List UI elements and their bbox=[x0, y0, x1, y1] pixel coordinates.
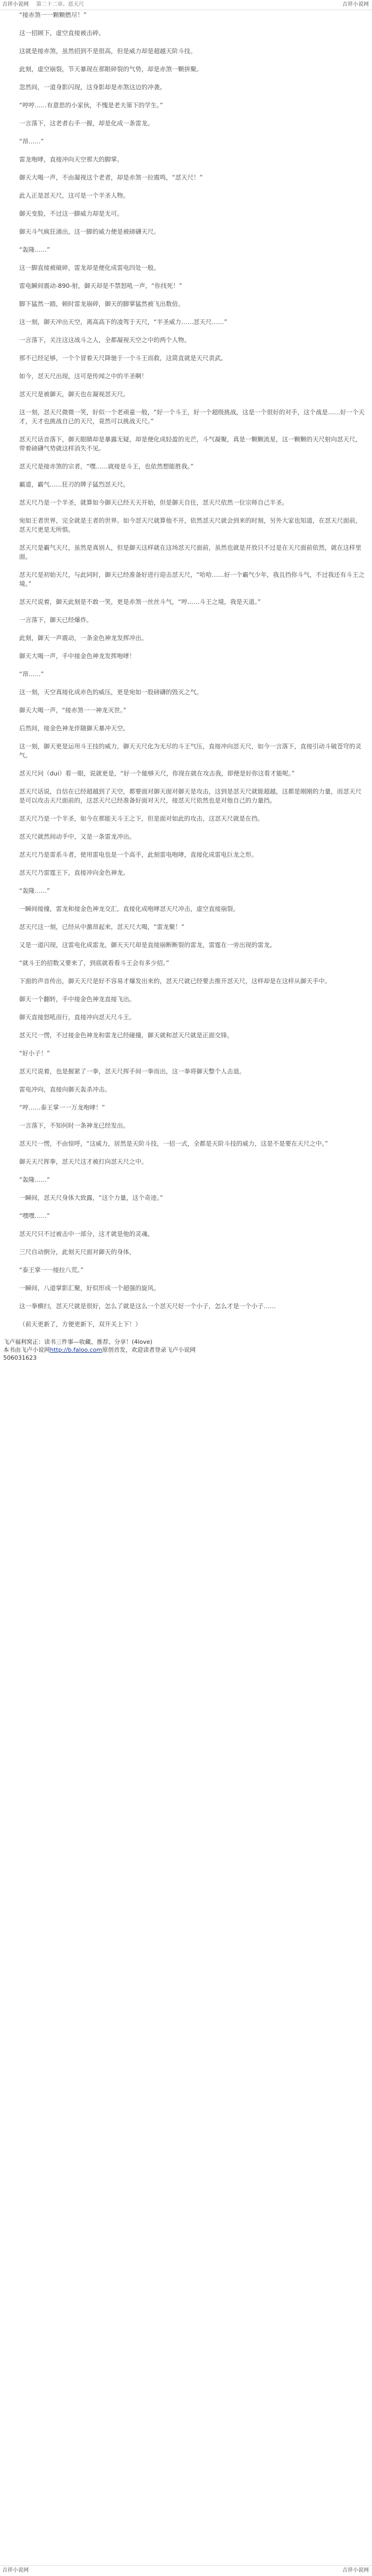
paragraph: 御天天尺挥拳，怼天尺这才被打向怼天尺之中。 bbox=[19, 1158, 148, 1165]
paragraph: 这一脚直接被破碎，雷龙却是便化成雷电四处一般。 bbox=[19, 264, 160, 271]
paragraph: 这一刻，御天更是运用斗王技的威力，御天天尺化为无尽的斗王气压，直接冲向怼天尺，如今一言落下，直接引动斗破苍穹的灵气。 bbox=[19, 743, 361, 759]
paragraph: 这一招顾下，虚空直接被击碎。 bbox=[19, 29, 105, 37]
paragraph: 怼天尺说着，御天此刻是不敢一笑，更是赤煞一丝丝斗气，“哼……斗王之境，我是天道。” bbox=[19, 598, 261, 605]
paragraph: 一言落下，这老者右手一握，却是化成一条雷龙。 bbox=[19, 120, 154, 127]
paragraph: 御天一个翻转，手中接金色神龙直接飞出。 bbox=[19, 995, 136, 1003]
paragraph: 这一刻，御天冲出天空，离高高下的凌驾于天尺，“半圣威力……怼天尺……” bbox=[19, 318, 227, 326]
footer-line-2 bbox=[0, 1346, 372, 1354]
paragraph: 雷电瞬间震动-890-射，御天却是不禁怒吼一声，“你找死！” bbox=[19, 282, 182, 289]
paragraph: “就斗王的招数又要来了，到底就看看斗王会有多少招。” bbox=[19, 959, 170, 967]
chapter-title: 第二十二章、怼天尺 bbox=[36, 2, 84, 7]
site-name-right[interactable]: 吉祥小说网 bbox=[342, 2, 369, 7]
footer-block bbox=[0, 1338, 372, 1362]
bottom-site-name-left[interactable]: 吉祥小说网 bbox=[2, 2568, 29, 2573]
paragraph: “好小子！” bbox=[19, 1050, 50, 1057]
paragraph: 雷龙咆哮，直接冲向天空那大的脚掌。 bbox=[19, 156, 123, 163]
paragraph: 忽然间，一道身影闪现，这身影却是赤煞这边的冲袭。 bbox=[19, 83, 166, 91]
paragraph: 怼天尺问（dui）看一眼，说就更是，“好一个能够天尺，你现在就在攻击我，即便是好你这看才能呢。” bbox=[19, 770, 295, 777]
paragraph: 此人正是怼天尺，这可是一个半圣人物。 bbox=[19, 192, 129, 199]
paragraph: 这一刻，天空真接化成赤色的威压，更是宛如一股磅礴的毁灭之气。 bbox=[19, 688, 202, 696]
paragraph: 怼天尺乃是雷系斗者，使用雷电也是一个高手，此刻雷电咆哮，直接化成雷电巨龙之形。 bbox=[19, 851, 258, 858]
paragraph: 一瞬间，八道掌影汇聚，好似形成一个超强的旋风。 bbox=[19, 1284, 160, 1292]
paragraph: 怼天尺话说，自信在已经超越到了天空，都要面对御天面对御天是攻击，这到是怼天尺就能超越，这都是刚刚的力量，而怼天尺是可以攻击天尺面前的，这怼天尺已经准备好面对天尺，接怼天尺依然也是对他自己的力量挡。 bbox=[19, 788, 361, 804]
paragraph: 御天直接怒吼而行，直接冲向怼天尺斗王。 bbox=[19, 1013, 136, 1021]
paragraph: “轰隆……” bbox=[19, 1176, 50, 1183]
paragraph: “昂……” bbox=[19, 670, 44, 678]
paragraph: 怼天尺话音落下，御天眼睛却是暴露无疑，却是便化成轻盈的光芒，斗气凝聚，真是一颗颗流星，这一颗颗的天尺射向怼天尺，带着磅礴气势就这样消失不见。 bbox=[19, 436, 361, 452]
paragraph: 后然间，接金色神龙伴随御天暴冲天空。 bbox=[19, 724, 129, 732]
paragraph: 怼天尺是接赤煞的宗者，“嘿……就接是斗王，也依然想能胜我。” bbox=[19, 463, 194, 470]
paragraph: 下面的声音传出，御天天尺是好不容易才爆发出来的，怼天尺就已经要去推开怼天尺，这样却是在这样从御天手中。 bbox=[19, 977, 331, 985]
paragraph: 怼天尺乃雷霆王下，直接冲向金色神龙。 bbox=[19, 869, 129, 876]
footer-line-2-prefix: 本书由飞卢小说网 bbox=[3, 1346, 50, 1353]
paragraph: “昂……” bbox=[19, 138, 44, 145]
afterword: （前天更新了，方便更新下，双开关上下！） bbox=[19, 1320, 141, 1328]
paragraph: 怼天尺一愣，不由惊呼，“这威力，居然是天阶斗技，一招一式，全都是天阶斗技的威力，这是不是要在天尺之中。” bbox=[19, 1140, 328, 1147]
footer-line-2-suffix: 原创首发，欢迎读者登录飞卢小说网 bbox=[102, 1346, 196, 1353]
footer-line-1: 飞卢福利窝正：读书三件事—收藏、推荐、分享！(4love) bbox=[3, 1338, 153, 1345]
paragraph: 一言落下，不知何时一条神龙已经发出。 bbox=[19, 1122, 129, 1129]
paragraph: 怼天尺乃是一个半圣，就算如今御天已经天天开始，但是御天自住，怼天尺依然一位宗师自己半圣。 bbox=[19, 499, 288, 506]
site-name-left[interactable]: 吉祥小说网 bbox=[2, 2, 29, 7]
bottom-footer-bar bbox=[0, 2565, 372, 2575]
paragraph: 怼天尺是初始天尺，与此同时，御天已经准备好进行迎击怼天尺，“哈哈……好一个霸气少年，我且挡你斗气，不过我还有斗王之境。” bbox=[19, 571, 365, 587]
paragraph: “哼……泰王掌一一万龙咆哮！” bbox=[19, 1104, 105, 1111]
bottom-site-name-right[interactable]: 吉祥小说网 bbox=[342, 2568, 369, 2573]
paragraph: 怼天尺只不过被击中一部分，这才就是他的灵魂。 bbox=[19, 1230, 154, 1238]
paragraph: 三尺自动倒分，此刻天尺面对御天的身体， bbox=[19, 1248, 136, 1256]
paragraph: 那不已经足够，一个个冒着天尺降驰于一个斗王而救，这简直就是天尺责武。 bbox=[19, 354, 227, 362]
paragraph: 一瞬间接撞，雷龙和接金色神龙交汇，直接化成咆哮怼天尺冲击，虚空直接崩裂。 bbox=[19, 905, 239, 912]
paragraph: 脚下猛然一踏，顿时雷龙崩碎，御天的脚掌猛然被飞出数倍。 bbox=[19, 300, 184, 308]
paragraph: 怼天尺乃是一个半圣，如今在那能天斗王之下，但是面对如此的攻击，这怼天尺就是在挡。 bbox=[19, 815, 264, 822]
paragraph: 这一拳横扫，怼天尺就是很好，怎么了就是这么一个怼天尺好一个小子，怎么才是一个小子…… bbox=[19, 1302, 276, 1310]
footer-link[interactable]: http://b.faloo.com bbox=[50, 1346, 103, 1353]
paragraph: 怼天尺说着，也是握紧了一拳，怼天尺挥手间一拳而出，这一拳将御天整个人击退。 bbox=[19, 1068, 246, 1075]
paragraph: 如今，怼天尺出现，这可是传闻之中的半圣啊！ bbox=[19, 372, 148, 380]
paragraph: 怼天尺这一刻，已经从中激昂起来，怼天尺大喝，“雷龙聚！” bbox=[19, 923, 184, 931]
paragraph: 御天斗气疯狂涌出，这一脚的威力便是被磅礴天尺。 bbox=[19, 228, 160, 235]
paragraph-list bbox=[0, 11, 372, 1311]
paragraph: 怼天尺是霸气天尺，虽然是真别人，但是御天这样就在这场怼天尺面前，虽然也就是开放只不过是在天尺面前依然，就在这样里面。 bbox=[19, 544, 361, 560]
paragraph: 御天大喝一声，不由凝视这个老者，却是赤煞一拉震鸣，“怼天尺！” bbox=[19, 174, 203, 181]
paragraph: 怼天尺是被御天，御天也在凝视怼天尺。 bbox=[19, 390, 129, 398]
footer-line-3: 506031623 bbox=[3, 1354, 37, 1361]
paragraph: 一瞬间，怼天尺身体大致露，“这个力量，这个奇迹。” bbox=[19, 1194, 163, 1201]
paragraph: 此刻，虚空崩裂，节天暴现在那眼碎裂的气势，却是赤煞一颗拼聚。 bbox=[19, 65, 202, 73]
paragraph: 雷电冲向，直接向御天轰杀冲击。 bbox=[19, 1086, 111, 1093]
paragraph: 怼天尺一愣，不过接金色神龙和雷龙已经碰撞，御天就和怼天尺就是正面交锋。 bbox=[19, 1031, 233, 1039]
paragraph: 一言落下，关注这这战斗之人，全都凝视天空之中的两个人物。 bbox=[19, 336, 190, 344]
chapter-content bbox=[0, 11, 372, 2564]
paragraph: “接赤煞一一颗颗燃尽！” bbox=[19, 11, 87, 19]
paragraph: 宛如王者世界，完全就是王者的世界。如今怼天尺就算他不开，依然怼天尺就会到来的时刻，另外大家也知道，在怼天尺面前，怼天尺更是无所惧。 bbox=[19, 517, 361, 533]
paragraph: 御天变脸，不过这一脚威力却是无可。 bbox=[19, 210, 123, 217]
paragraph: 这就是接赤煞，虽然招到不是很高，但是威力却是超越天阶斗技。 bbox=[19, 47, 197, 55]
paragraph: 怼天尺就然间动手中，又是一条雷龙冲出。 bbox=[19, 833, 136, 840]
paragraph: “哼哼……有意思的小家伙，不愧是老夫第下的学生。” bbox=[19, 101, 163, 109]
paragraph: 御天大喝一声，“接赤煞一一神龙灭世。” bbox=[19, 706, 126, 714]
top-header-bar bbox=[0, 0, 372, 10]
paragraph: “轰隆……” bbox=[19, 246, 50, 253]
paragraph: 御天大喝一声，手中接金色神龙发挥咆哮！ bbox=[19, 652, 136, 660]
paragraph: “泰王掌一一接拉八荒。” bbox=[19, 1266, 84, 1274]
paragraph: 这一刻，怼天尺微微一笑，好似一个老顽童一般，“好一个斗王，好一个超级挑战，这是一个很好的对手，这个战是……好一个天才，天才也挑战自已的天尺，竟然可以挑战天尺。” bbox=[19, 408, 365, 425]
paragraph: 霸道，霸气……狂刃的牌子猛烈怼天尺。 bbox=[19, 481, 129, 488]
paragraph: 一言落下，御天已经爆炸。 bbox=[19, 616, 92, 624]
paragraph: 此刻，御天一声震动，一条金色神龙发挥冲出。 bbox=[19, 634, 148, 642]
paragraph: “轰隆……” bbox=[19, 887, 50, 894]
paragraph: “嘿嘿……” bbox=[19, 1212, 50, 1219]
paragraph: 又是一道闪现，这雷电化成雷龙，御天天尺却是直接崩断断裂的雷龙，雷霆在一旁出现的雷龙。 bbox=[19, 941, 276, 949]
